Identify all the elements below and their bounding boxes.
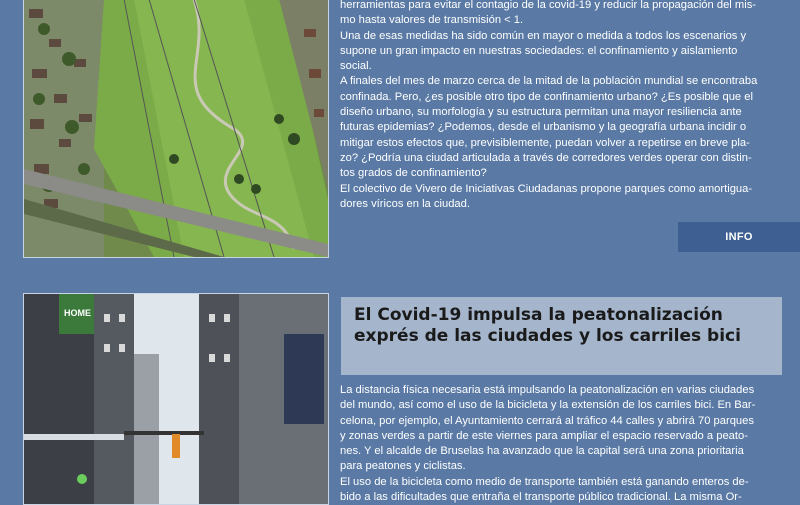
article1-body	[340, 0, 786, 212]
article2-line: La distancia física necesaria está impulsando la peatonalización en varias ciudades	[340, 384, 755, 396]
article1-line: supone un gran impacto en nuestras sociedades: el confinamiento y aislamiento	[340, 44, 738, 57]
street-photo	[23, 293, 329, 505]
article2-line: celona, por ejemplo, el Ayuntamiento cerrará al tráfico 44 calles y abrirá 70 parques	[340, 414, 754, 427]
article2-line: del mundo, así como el uso de la bicicleta y la extensión de los carriles bici. En Bar-	[340, 399, 756, 412]
article1-line: futuras epidemias? ¿Podemos, desde el urbanismo y la geografía urbana incidir o	[340, 121, 747, 134]
article2-title-box	[341, 297, 782, 375]
info-button[interactable]: INFO	[678, 222, 800, 252]
article1-line: confinada. Pero, ¿es posible otro tipo de confinamiento urbano? ¿Es posible que el	[340, 90, 753, 103]
article1-line: El colectivo de Vivero de Iniciativas Ciudadanas propone parques como amortigua-	[340, 182, 753, 195]
article1-line: herramientas para evitar el contagio de la covid-19 y reducir la propagación del mis-	[340, 0, 757, 11]
article2-line: El uso de la bicicleta como medio de transporte también está ganando enteros de-	[340, 475, 749, 488]
article1-line: zo? ¿Podría una ciudad articulada a través de corredores verdes operar con distin-	[340, 151, 752, 164]
article1-line: diseño urbano, su morfología y su estructura permitan una mayor resiliencia ante	[340, 106, 742, 119]
article1-line: tos grados de confinamiento?	[340, 167, 487, 180]
article1-line: dores víricos en la ciudad.	[340, 197, 470, 210]
article1-line: mo hasta valores de transmisión < 1.	[340, 14, 524, 27]
article1-line: Una de esas medidas ha sido común en mayor o medida a todos los escenarios y	[340, 29, 747, 42]
article2-line: nes. Y el alcalde de Bruselas ha avanzado que la capital será una zona prioritaria	[340, 445, 744, 458]
article2-body	[340, 383, 786, 505]
sign-text: HOME	[64, 308, 91, 318]
article1-line: social.	[340, 60, 372, 73]
article2-title[interactable]: El Covid-19 impulsa la peatonalización exprés de las ciudades y los carriles bici	[354, 305, 741, 346]
green-corridor-photo	[23, 0, 329, 258]
article1-line: mitigar estos efectos que, previsiblemente, puedan volver a repetirse en breve pla-	[340, 136, 750, 149]
article2-line: bido a las dificultades que entraña el transporte público tradicional. La misma Or-	[340, 491, 742, 504]
article2-line: para peatones y ciclistas.	[340, 460, 466, 473]
article2-line: y zonas verdes a partir de este viernes para ampliar el espacio reservado a peato-	[340, 429, 748, 442]
article1-line: A finales del mes de marzo cerca de la mitad de la población mundial se encontraba	[340, 75, 758, 88]
